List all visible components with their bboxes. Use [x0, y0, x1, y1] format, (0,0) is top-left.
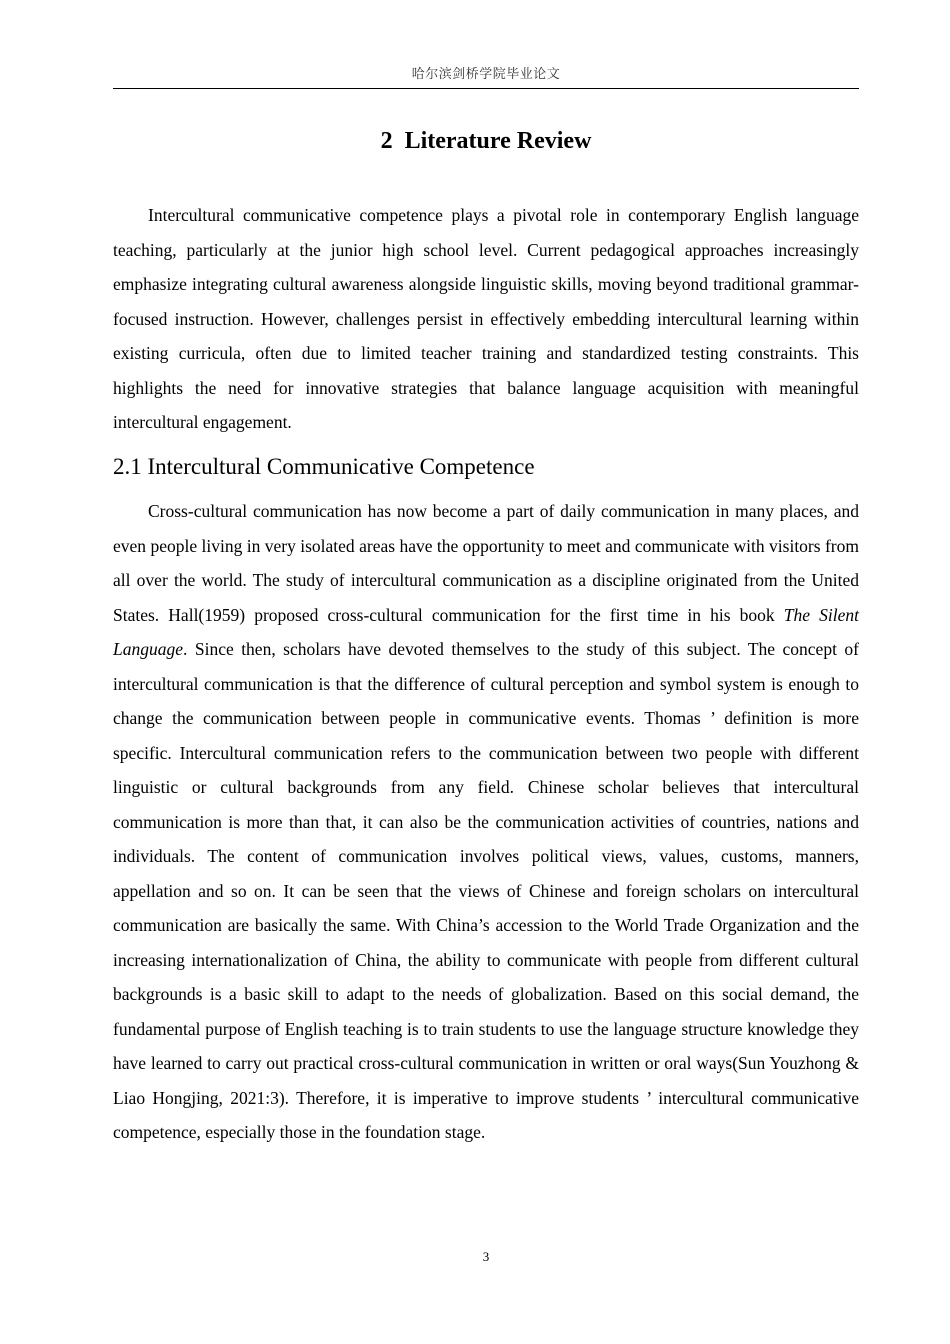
- book-title: The Silent Language: [113, 604, 859, 659]
- section-paragraph-text-1: Cross-cultural communication has now become a part of daily communication in many places, and even people living in very isolated areas have the opportunity to meet and communicate with visitors from all over the world. The study of intercultural communication as a discipline originated from the United States. Hall(1959) proposed cross-cultural communication for the first time in his book: [113, 501, 859, 625]
- running-header: 哈尔滨剑桥学院毕业论文: [411, 67, 561, 82]
- intro-paragraph: Intercultural communicative competence plays a pivotal role in contemporary English language teaching, particularly at the junior high school level. Current pedagogical approaches increasingly emphasize integrating cultural awareness alongside linguistic skills, moving beyond traditional grammar-focused instruction. However, challenges persist in effectively embedding intercultural learning within existing curricula, often due to limited teacher training and standardized testing constraints. This highlights the need for innovative strategies that balance language acquisition with meaningful intercultural engagement.: [113, 205, 859, 432]
- section-paragraph: [113, 494, 859, 1150]
- section-heading: 2.1 Intercultural Communicative Competence: [113, 454, 535, 479]
- section-paragraph-text-2: . Since then, scholars have devoted themselves to the study of this subject. The concept of intercultural communication is that the difference of cultural perception and symbol system is enough to change the communication between people in communicative events. Thomas ’ definition is more specific. Intercultural communication refers to the communication between two people with different linguistic or cultural backgrounds from any field. Chinese scholar believes that intercultural communication is more than that, it can also be the communication activities of countries, nations and individuals. The content of communication involves political views, values, customs, manners, appellation and so on. It can be seen that the views of Chinese and foreign scholars on intercultural communication are basically the same. With China’s accession to the World Trade Organization and the increasing internationalization of China, the ability to communicate with people from different cultural backgrounds is a basic skill to adapt to the needs of globalization. Based on this social demand, the fundamental purpose of English teaching is to train students to use the language structure knowledge they have learned to carry out practical cross-cultural communication in written or oral ways(Sun Youzhong & Liao Hongjing, 2021:3). Therefore, it is imperative to improve students ’ intercultural communicative competence, especially those in the foundation stage.: [113, 639, 859, 1142]
- chapter-title: 2 Literature Review: [380, 128, 592, 154]
- page-number: 3: [482, 1249, 490, 1264]
- header-rule: [113, 88, 859, 89]
